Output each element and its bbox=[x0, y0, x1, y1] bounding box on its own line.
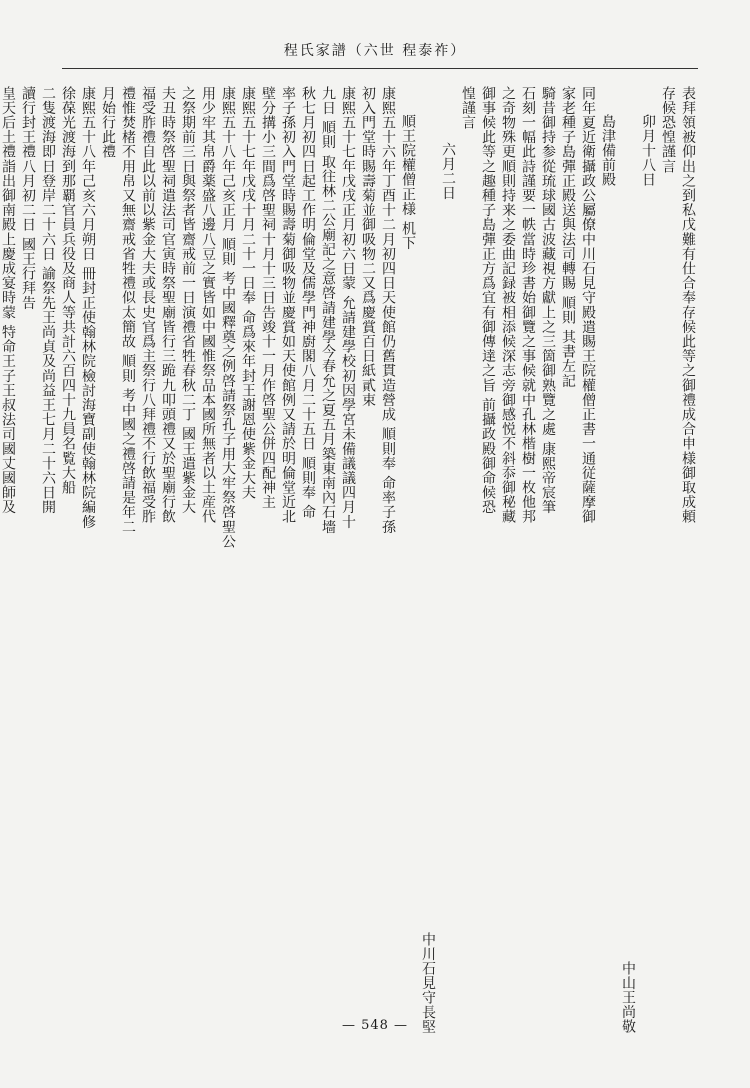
text-column: 之奇物殊更順則持来之委曲記録被相添候深志旁御感悦不斜忝御秘藏 bbox=[500, 86, 516, 524]
text-column: 康熙五十七年戊戌正月初六日蒙 允請建學校初因學宮未備議議四月十 bbox=[340, 86, 356, 530]
text-column: 島津備前殿 bbox=[600, 114, 616, 187]
text-column: 表拜領被仰出之到私戊難有仕合奉存候此等之御禮成合申様御取成頼 bbox=[680, 86, 696, 524]
text-column: 石刻一幅此詩謹要一帙當時珍書始御覽之事候就中孔林楷樹一枚他邦 bbox=[520, 86, 536, 524]
header-rule bbox=[62, 68, 698, 69]
text-column: 福受胙禮自此以前以紫金大夫或長史官爲主祭行八拜禮不行飲福受胙 bbox=[140, 86, 156, 524]
vertical-text-body bbox=[0, 86, 698, 1034]
text-column: 之祭期前三日與祭者皆齋戒前一日演禮省牲春秋二丁 國王遣紫金大 bbox=[180, 86, 196, 515]
text-column: 率子孫初入門堂時賜壽菊御吸物並慶賞如天使館例又請於明倫堂近北 bbox=[280, 86, 296, 524]
text-column: 初入門堂時賜壽菊並御吸物二又爲慶賞百日紙貳束 bbox=[360, 86, 376, 408]
text-column: 讀行封王禮八月初二日 國王行拜告 bbox=[20, 86, 36, 311]
text-column: 存候恐惶謹言 bbox=[660, 86, 676, 174]
text-column: 康熙五十八年己亥六月朔日 冊封正使翰林院檢討海寶副使翰林院編修 bbox=[80, 86, 96, 530]
text-column: 秋七月初四日起工作明倫堂及儒學門神廚閣八月二十五日 順則奉 命 bbox=[300, 86, 316, 520]
text-column: 月始行此禮 bbox=[100, 86, 116, 159]
text-column: 康熙五十六年丁酉十二月初四日天使館仍舊貫造營成 順則奉 命率子孫 bbox=[380, 86, 396, 535]
text-column: 騎昔御持参從琉球國古波藏視方獻上之三箇御熟覽之處 康熙帝宸筆 bbox=[540, 86, 556, 515]
text-column: 中川石見守長堅 bbox=[420, 931, 436, 1034]
text-column: 同年夏近衛攝政公屬僚中川石見守殿遣賜王院權僧正書一通従薩摩御 bbox=[580, 86, 596, 524]
text-column: 御事候此等之趣種子島彈正方爲宜有御傳達之旨 前攝政殿御命候恐 bbox=[480, 86, 496, 515]
text-column: 六月二日 bbox=[440, 142, 456, 201]
text-column: 中山王尚敬 bbox=[620, 961, 636, 1034]
text-column: 順王院權僧正様 机下 bbox=[400, 114, 416, 251]
text-column: 夫丑時祭啓聖祠遣法司官寅時祭聖廟皆行三跪九叩頭禮又於聖廟行飲 bbox=[160, 86, 176, 524]
text-column: 家老種子島彈正殿送與法司轉賜 順則 其書左記 bbox=[560, 86, 576, 389]
text-column: 徐葆光渡海到那覇官員兵役及商人等共計六百四十九員名覧大船 bbox=[60, 86, 76, 495]
page-number: — 548 — bbox=[341, 1018, 409, 1033]
text-column: 皇天后土禮詣出御南殿上慶成宴時蒙 特命王子王叔法司國丈國師及 bbox=[0, 86, 16, 515]
text-column: 九日 順則 取往林二公廟記之意啓請建學今春允之夏五月築東南內石墻 bbox=[320, 86, 336, 535]
text-column: 壁分搆小三間爲啓聖祠十月十三日告竣十一月作啓聖公併四配神主 bbox=[260, 86, 276, 510]
text-column: 二隻渡海即日登岸二十六日 諭祭先王尚貞及尚益王七月二十六日開 bbox=[40, 86, 56, 515]
running-header: 程氏家譜（六世 程泰祚） bbox=[283, 43, 467, 59]
text-column: 惶謹言 bbox=[460, 86, 476, 130]
text-column: 卯月十八日 bbox=[640, 114, 656, 187]
text-column: 康熙五十七年戊戌十月二十一日奉 命爲來年封王謝恩使紫金大夫 bbox=[240, 86, 256, 500]
text-column: 禮惟焚楮不用帛又無齋戒省牲禮似太簡故 順則 考中國之禮啓請是年二 bbox=[120, 86, 136, 535]
text-column: 用少牢其帛爵薬盛八邊八豆之實皆如中國惟祭品本國所無者以土産代 bbox=[200, 86, 216, 524]
text-column: 康熙五十八年己亥正月 順則 考中國釋奠之例啓請祭孔子用大牢祭啓聖公 bbox=[220, 86, 236, 549]
